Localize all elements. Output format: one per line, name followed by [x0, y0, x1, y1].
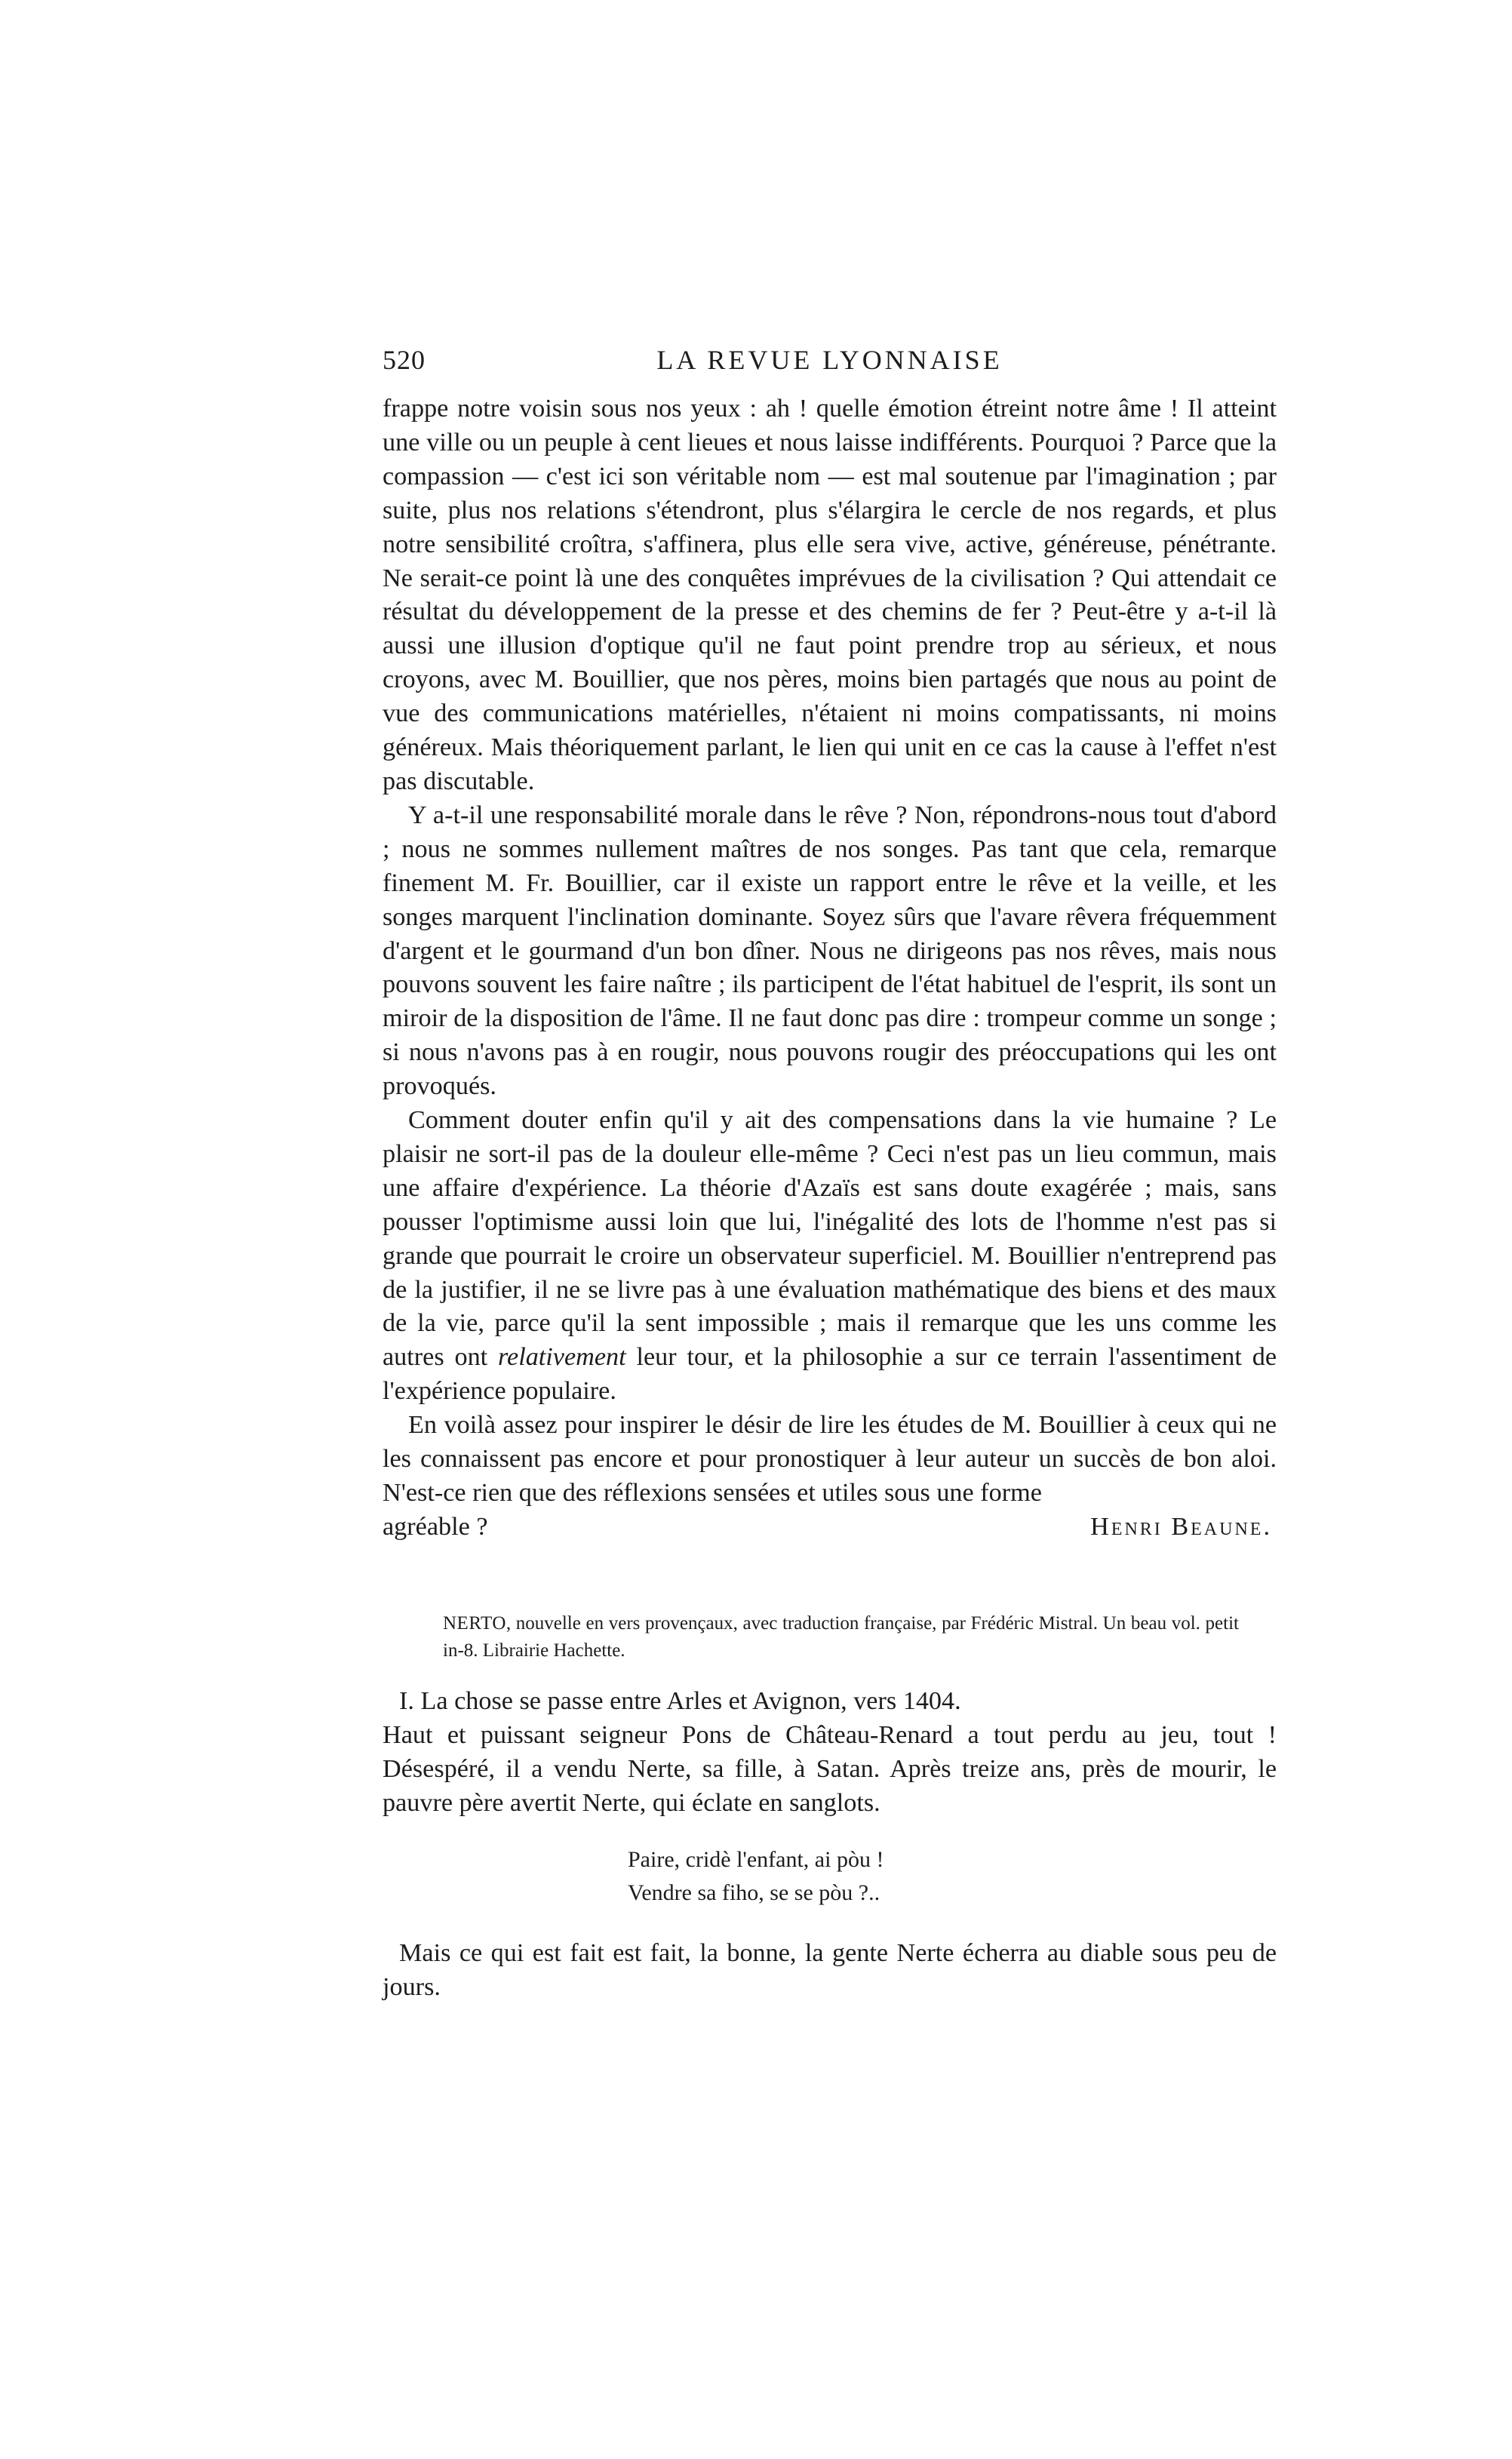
review-paragraph-2: Haut et puissant seigneur Pons de Château-Renard a tout perdu au jeu, tout ! Désespéré, il a vendu Nerte, sa fille, à Satan. Après treize ans, près de mourir, le pauvre père avertit Nerte, qui éclate en sanglots.	[383, 1720, 1277, 1817]
paragraph-3-emphasis: relativement	[498, 1343, 626, 1372]
review-header	[383, 1610, 1277, 1664]
paragraph-3-text-b: leur tour, et la philosophie a sur ce terrain l'assentiment de l'expérience populaire.	[383, 1343, 1277, 1406]
review-text	[383, 1685, 1277, 2004]
page-number: 520	[383, 345, 426, 375]
paragraph-3	[383, 1104, 1277, 1409]
review-book-title: NERTO	[443, 1613, 506, 1634]
paragraph-1: frappe notre voisin sous nos yeux : ah ! quelle émotion étreint notre âme ! Il atteint une ville ou un peuple à cent lieues et nous laisse indifférents. Pourquoi ? Parce que la compassion — c'est ici son véritable nom — est mal soutenue par l'imagination ; par suite, plus nos relations s'étendront, plus s'élargira le cercle de nos regards, et plus notre sensibilité croîtra, s'affinera, plus elle sera vive, active, généreuse, pénétrante. Ne serait-ce point là une des conquêtes imprévues de la civilisation ? Qui attendait ce résultat du développement de la presse et des chemins de fer ? Peut-être y a-t-il là aussi une illusion d'optique qu'il ne faut point prendre trop au sérieux, et nous croyons, avec M. Bouillier, que nos pères, moins bien partagés que nous au point de vue des communications matérielles, n'étaient ni moins compatissants, ni moins généreux. Mais théoriquement parlant, le lien qui unit en ce cas la cause à l'effet n'est pas discutable.	[383, 395, 1277, 795]
paragraph-3-text-a: Comment douter enfin qu'il y ait des compensations dans la vie humaine ? Le plaisir ne sort-il pas de la douleur elle-même ? Ceci n'est pas un lieu commun, mais une affaire d'expérience. La théorie d'Azaïs est sans doute exagérée ; mais, sans pousser l'optimisme aussi loin que lui, l'inégalité des lots de l'homme n'est pas si grande que pourrait le croire un observateur superficiel. M. Bouillier n'entreprend pas de la justifier, il ne se livre pas à une évaluation mathématique des biens et des maux de la vie, parce qu'il la sent impossible ; mais il remarque que les uns comme les autres ont	[383, 1106, 1277, 1372]
paragraph-4: En voilà assez pour inspirer le désir de lire les études de M. Bouillier à ceux qui ne les connaissent pas encore et pour pronostiquer à leur auteur un succès de bon aloi. N'est-ce rien que des réflexions sensées et utiles sous une forme	[383, 1411, 1277, 1507]
review-paragraph-1: I. La chose se passe entre Arles et Avignon, vers 1404.	[399, 1687, 961, 1715]
page-header	[383, 344, 1277, 380]
verse-line-1: Paire, cridè l'enfant, ai pòu !	[628, 1846, 884, 1872]
paragraph-2: Y a-t-il une responsabilité morale dans le rêve ? Non, répondrons-nous tout d'abord ; nous ne sommes nullement maîtres de nos songes. Pas tant que cela, remarque finement M. Fr. Bouillier, car il existe un rapport entre le rêve et la veille, et les songes marquent l'inclination dominante. Soyez sûrs que l'avare rêvera fréquemment d'argent et le gourmand d'un bon dîner. Nous ne dirigeons pas nos rêves, mais nous pouvons souvent les faire naître ; ils participent de l'état habituel de l'esprit, ils sont un miroir de la disposition de l'âme. Il ne faut donc pas dire : trompeur comme un songe ; si nous n'avons pas à en rougir, nous pouvons rougir des préoccupations qui les ont provoqués.	[383, 801, 1277, 1101]
review-book-details: , nouvelle en vers provençaux, avec traduction française, par Frédéric Mistral. Un beau vol. petit in-8. Librairie Hachette.	[443, 1613, 1239, 1661]
book-review	[383, 1610, 1277, 2004]
article-body	[383, 392, 1277, 1545]
verse-line-2: Vendre sa fiho, se se pòu ?..	[628, 1880, 880, 1905]
author-signature: Henri Beaune.	[1090, 1512, 1272, 1541]
review-paragraph-3: Mais ce qui est fait est fait, la bonne, la gente Nerte écherra au diable sous peu de jours.	[383, 1938, 1277, 2001]
paragraph-4-end: agréable ?	[383, 1512, 488, 1541]
running-title: LA REVUE LYONNAISE	[656, 345, 1003, 375]
signature-line	[383, 1511, 1277, 1545]
verse-quote	[383, 1843, 1277, 1910]
